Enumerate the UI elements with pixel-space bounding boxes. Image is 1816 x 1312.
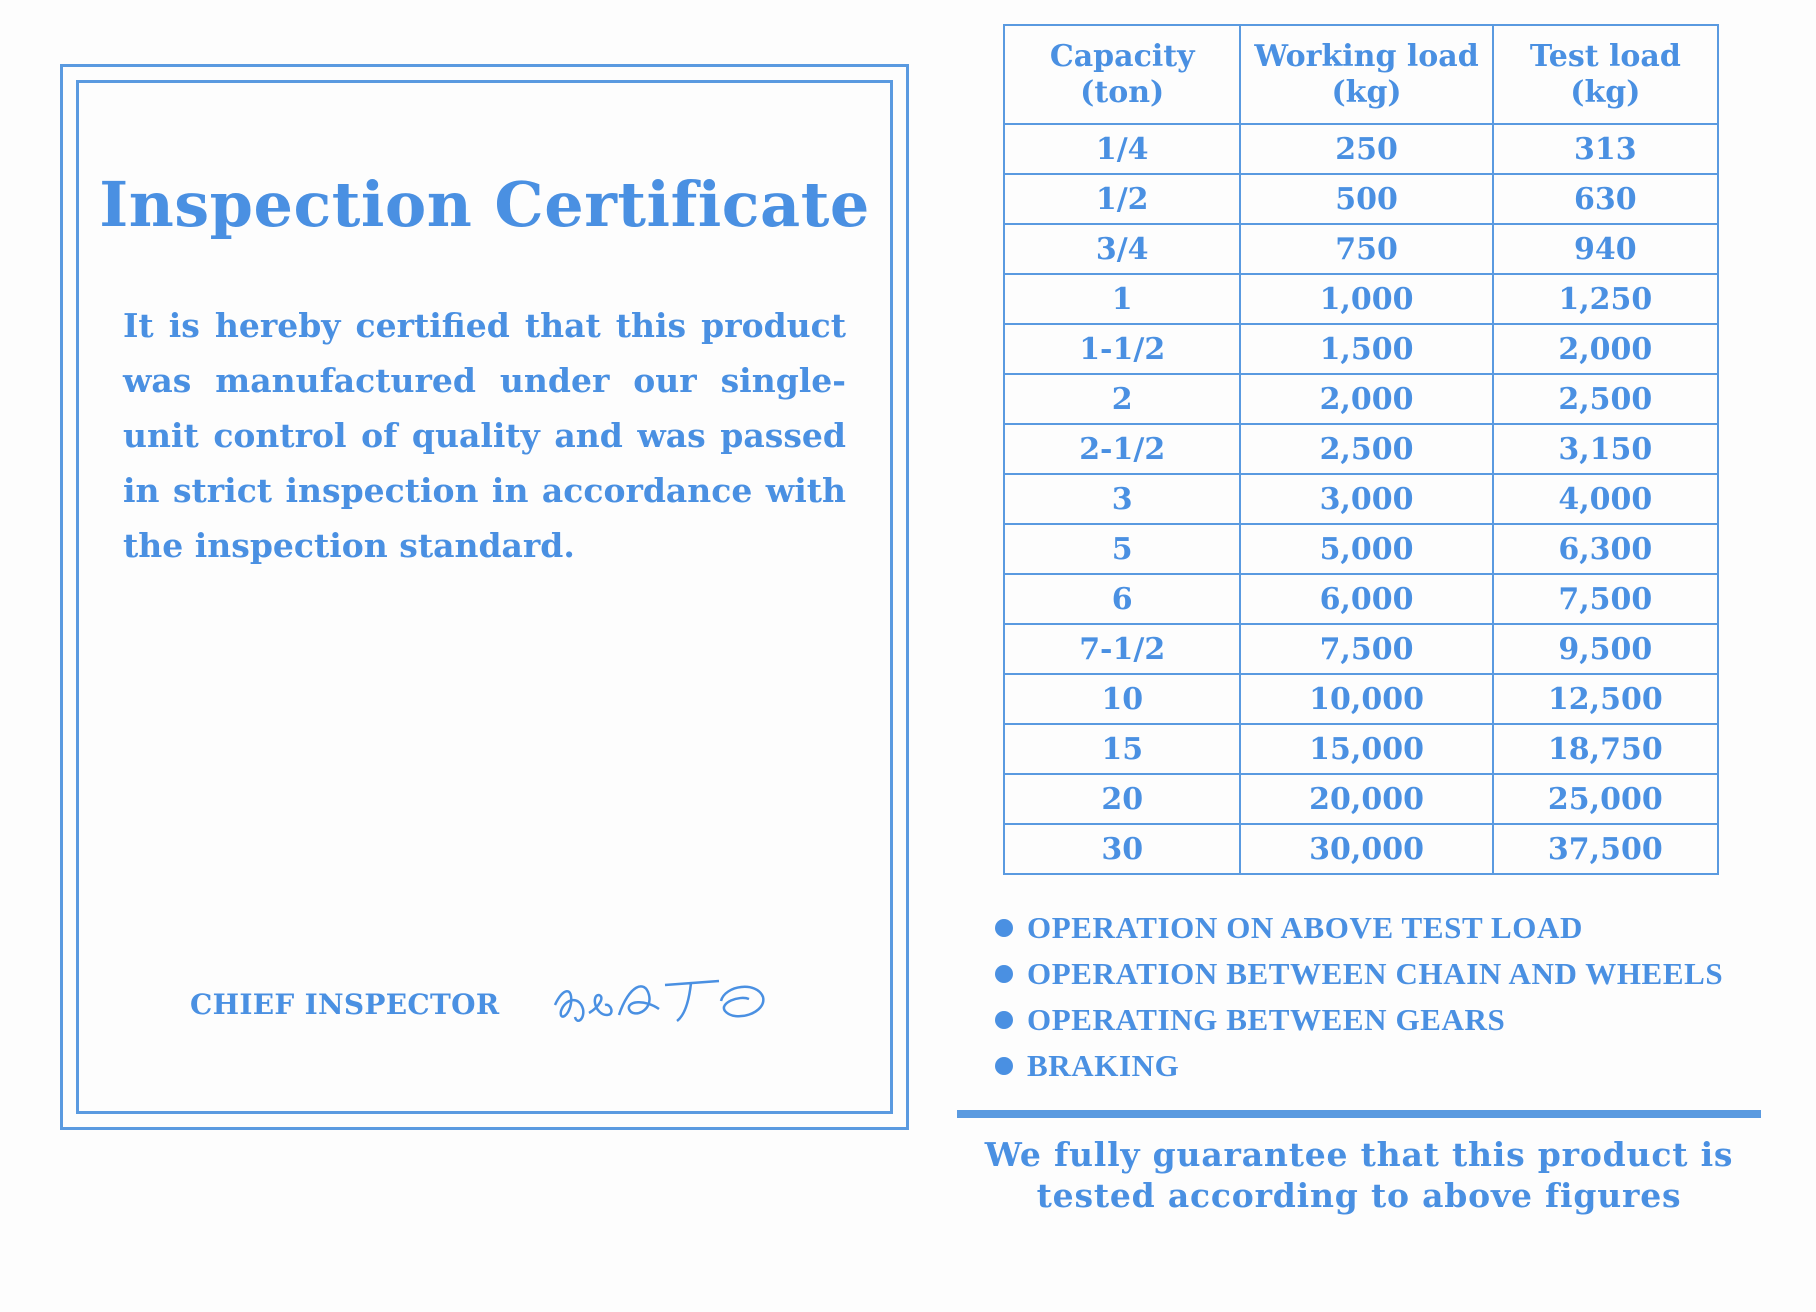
working-load-cell: 1,500 <box>1240 324 1492 374</box>
test-load-cell: 12,500 <box>1493 674 1718 724</box>
table-row <box>1004 324 1718 374</box>
test-load-cell: 940 <box>1493 224 1718 274</box>
capacity-cell: 3/4 <box>1004 224 1240 274</box>
guarantee-line-2: tested according to above figures <box>1036 1176 1682 1215</box>
working-load-cell: 250 <box>1240 124 1492 174</box>
header-working-load: Working load (kg) <box>1240 25 1492 124</box>
working-load-cell: 2,500 <box>1240 424 1492 474</box>
certificate-title: Inspection Certificate <box>99 168 870 241</box>
working-load-cell: 20,000 <box>1240 774 1492 824</box>
capacity-cell: 5 <box>1004 524 1240 574</box>
list-item: OPERATING BETWEEN GEARS <box>995 997 1723 1043</box>
working-load-cell: 10,000 <box>1240 674 1492 724</box>
test-load-cell: 1,250 <box>1493 274 1718 324</box>
guarantee-line-1: We fully guarantee that this product is <box>984 1135 1734 1174</box>
list-item: BRAKING <box>995 1043 1723 1089</box>
table-row <box>1004 774 1718 824</box>
table-row <box>1004 474 1718 524</box>
working-load-cell: 750 <box>1240 224 1492 274</box>
working-load-cell: 1,000 <box>1240 274 1492 324</box>
table-row <box>1004 224 1718 274</box>
capacity-cell: 1-1/2 <box>1004 324 1240 374</box>
capacity-cell: 20 <box>1004 774 1240 824</box>
bullet-icon <box>995 1011 1013 1029</box>
table-row <box>1004 124 1718 174</box>
chief-inspector-label: CHIEF INSPECTOR <box>190 988 500 1021</box>
list-item: OPERATION BETWEEN CHAIN AND WHEELS <box>995 951 1723 997</box>
list-item: OPERATION ON ABOVE TEST LOAD <box>995 905 1723 951</box>
test-load-cell: 6,300 <box>1493 524 1718 574</box>
capacity-cell: 7-1/2 <box>1004 624 1240 674</box>
header-test-load: Test load (kg) <box>1493 25 1718 124</box>
working-load-cell: 3,000 <box>1240 474 1492 524</box>
test-load-cell: 313 <box>1493 124 1718 174</box>
working-load-cell: 500 <box>1240 174 1492 224</box>
test-load-cell: 630 <box>1493 174 1718 224</box>
table-row <box>1004 274 1718 324</box>
capacity-cell: 2 <box>1004 374 1240 424</box>
divider-rule <box>957 1110 1761 1118</box>
capacity-cell: 1/4 <box>1004 124 1240 174</box>
table-row <box>1004 574 1718 624</box>
test-load-cell: 18,750 <box>1493 724 1718 774</box>
working-load-cell: 2,000 <box>1240 374 1492 424</box>
table-header-row <box>1004 25 1718 124</box>
certificate-statement: It is hereby certified that this product was manufactured under our single-unit control of quality and was passed in strict inspection in accordance with the inspection standard. <box>123 306 846 565</box>
table-row <box>1004 524 1718 574</box>
capacity-cell: 3 <box>1004 474 1240 524</box>
working-load-cell: 15,000 <box>1240 724 1492 774</box>
inspector-signature <box>549 965 779 1035</box>
table-row <box>1004 424 1718 474</box>
working-load-cell: 6,000 <box>1240 574 1492 624</box>
test-load-cell: 37,500 <box>1493 824 1718 874</box>
table-body <box>1004 124 1718 874</box>
header-capacity: Capacity (ton) <box>1004 25 1240 124</box>
test-load-cell: 4,000 <box>1493 474 1718 524</box>
working-load-cell: 7,500 <box>1240 624 1492 674</box>
working-load-cell: 30,000 <box>1240 824 1492 874</box>
capacity-cell: 30 <box>1004 824 1240 874</box>
capacity-cell: 2-1/2 <box>1004 424 1240 474</box>
capacity-cell: 1 <box>1004 274 1240 324</box>
table-row <box>1004 674 1718 724</box>
test-load-cell: 7,500 <box>1493 574 1718 624</box>
test-load-cell: 25,000 <box>1493 774 1718 824</box>
table-header <box>1004 25 1718 124</box>
test-load-cell: 2,000 <box>1493 324 1718 374</box>
capacity-cell: 6 <box>1004 574 1240 624</box>
bullet-icon <box>995 965 1013 983</box>
table-row <box>1004 174 1718 224</box>
working-load-cell: 5,000 <box>1240 524 1492 574</box>
test-load-cell: 2,500 <box>1493 374 1718 424</box>
bullet-icon <box>995 1057 1013 1075</box>
test-load-cell: 9,500 <box>1493 624 1718 674</box>
test-load-cell: 3,150 <box>1493 424 1718 474</box>
table-row <box>1004 624 1718 674</box>
certificate-frame <box>60 64 909 1130</box>
capacity-cell: 10 <box>1004 674 1240 724</box>
certificate-inner-frame <box>76 80 893 1114</box>
capacity-cell: 15 <box>1004 724 1240 774</box>
table-row <box>1004 724 1718 774</box>
capacity-load-table <box>1003 24 1719 875</box>
table-row <box>1004 374 1718 424</box>
capacity-cell: 1/2 <box>1004 174 1240 224</box>
table-row <box>1004 824 1718 874</box>
test-checklist <box>995 905 1723 1089</box>
bullet-icon <box>995 919 1013 937</box>
